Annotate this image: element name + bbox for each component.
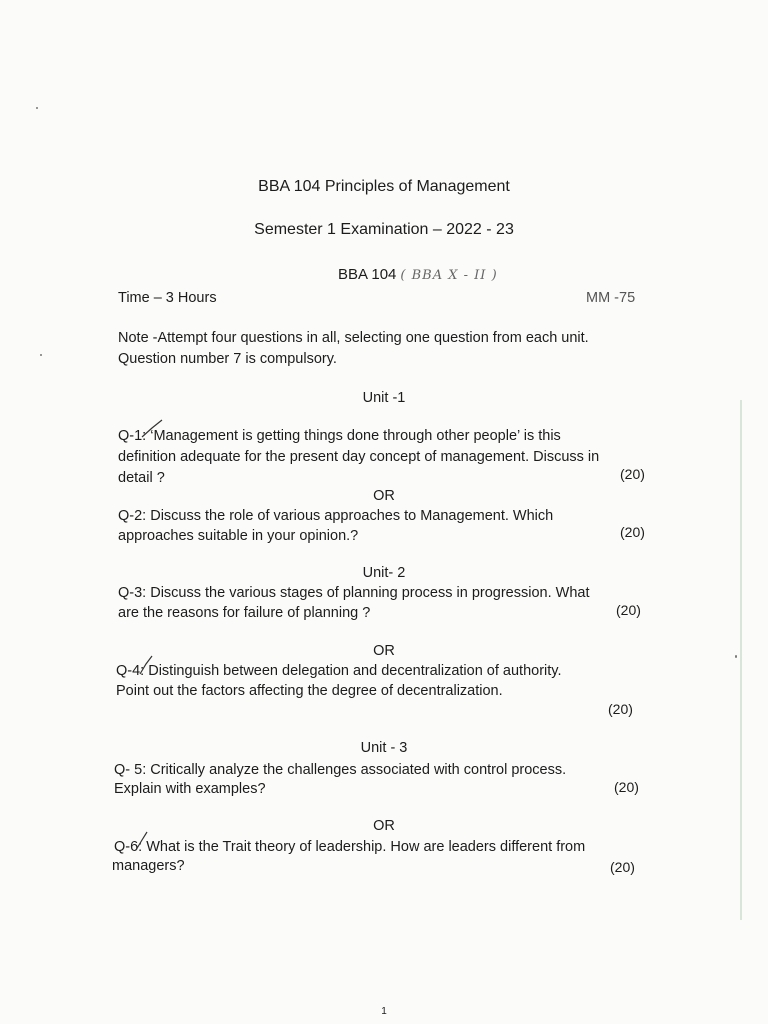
q5-line-1: Q- 5: Critically analyze the challenges associated with control process. (114, 762, 567, 778)
note-line-2: Question number 7 is compulsory. (118, 351, 337, 367)
q1-marks: (20) (620, 466, 645, 482)
unit-2-or: OR (373, 643, 395, 659)
q3-line-1: Q-3: Discuss the various stages of planning process in progression. What (118, 585, 590, 601)
exam-subtitle: Semester 1 Examination – 2022 - 23 (254, 221, 514, 238)
q1-line-1: Q-1: ‘Management is getting things done through other people’ is this (118, 428, 561, 444)
q5-marks: (20) (614, 779, 639, 795)
unit-1-heading: Unit -1 (362, 390, 406, 406)
q3-line-2: are the reasons for failure of planning ? (118, 605, 371, 621)
q1-line-2: definition adequate for the present day concept of management. Discuss in (118, 449, 600, 465)
max-marks: MM -75 (586, 290, 636, 306)
course-code: BBA 104 (338, 266, 397, 283)
q6-line-2: managers? (112, 858, 185, 874)
q2-line-1: Q-2: Discuss the role of various approaches to Management. Which (118, 508, 554, 524)
q6-line-1: Q-6: What is the Trait theory of leadership. How are leaders different from (114, 839, 586, 855)
q1-line-3: detail ? (118, 470, 165, 486)
scan-speck (735, 655, 737, 658)
unit-3-or: OR (373, 818, 395, 834)
scan-edge-line (740, 400, 742, 920)
note-line-1: Note -Attempt four questions in all, selecting one question from each unit. (118, 330, 589, 346)
q4-line-1: Q-4: Distinguish between delegation and decentralization of authority. (116, 663, 562, 679)
q4-marks: (20) (608, 701, 633, 717)
q4-line-2: Point out the factors affecting the degree of decentralization. (116, 683, 503, 699)
q5-line-2: Explain with examples? (114, 781, 266, 797)
page-number: 1 (381, 1006, 387, 1017)
unit-3-heading: Unit - 3 (360, 740, 408, 756)
q6-marks: (20) (610, 859, 635, 875)
unit-2-heading: Unit- 2 (362, 565, 406, 581)
q2-marks: (20) (620, 524, 645, 540)
tick-mark-q1 (142, 420, 162, 437)
time-allowed: Time – 3 Hours (118, 290, 217, 306)
tick-mark-q6 (136, 832, 147, 850)
tick-mark-q4 (140, 656, 152, 674)
paper-title: BBA 104 Principles of Management (258, 178, 510, 195)
q2-line-2: approaches suitable in your opinion.? (118, 528, 359, 544)
unit-1-or: OR (373, 488, 395, 504)
scan-speck (36, 107, 38, 109)
scan-speck (40, 354, 42, 356)
q3-marks: (20) (616, 602, 641, 618)
handwritten-annotation: ( BBA X - II ) (400, 268, 498, 283)
